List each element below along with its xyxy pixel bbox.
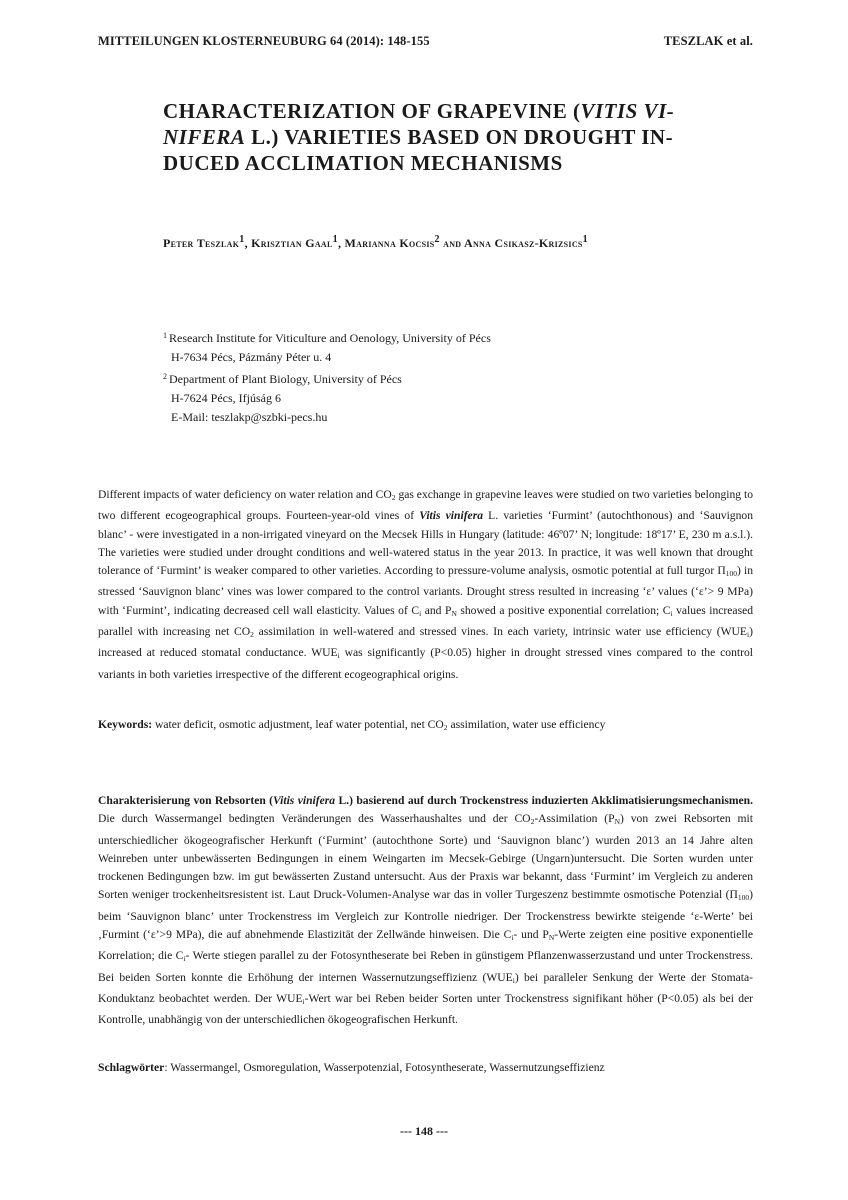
subscript: i [337, 651, 340, 661]
keywords-text: water deficit, osmotic adjustment, leaf water potential, net CO [152, 718, 444, 731]
title-part-2: L.) VARIETIES BASED ON DROUGHT IN-DUCED ACCLIMATION MECHANISMS [163, 125, 674, 175]
abstract-text: L. varieties ‘Furmint’ (autochthonous) and ‘Sauvignon blanc’ - were investigated in a non-irrigated vineyard on the Mecsek Hills in Hungary (latitude: 46º07’ N; longitude: 18º17’ E, 230 m a.s.l.). The varieties were studied under drought conditions and well-watered status in the year 2013. In practice, it was well known that drought tolerance of ‘Furmint’ is weaker compared to other varieties. According to pressure-volume analysis, osmotic potential at full turgor Π [98, 509, 753, 578]
author-4: and Anna Csikasz-Krizsics [439, 236, 583, 250]
subscript: i [183, 954, 186, 964]
affiliations [163, 326, 723, 427]
subscript: i [747, 630, 750, 640]
abstract-text: was significantly (P<0.05) higher in drought stressed vines compared to the control variants in both varieties irrespective of the different ecogeographical origins. [98, 646, 753, 681]
affiliation-1-marker: 1 [163, 331, 167, 340]
subscript: i [511, 933, 514, 943]
german-text: -Wert war bei Reben beider Sorten unter Trockenstress signifikant höher (P<0.05) als bei der Kontrolle, unabhängig von der unterschiedlichen ökogeografischen Herkunft. [98, 991, 753, 1027]
affiliation-2-text: Department of Plant Biology, University of Pécs [169, 372, 402, 386]
abstract-text: ) in stressed ‘Sauvignon blanc’ vines was lower compared to the control variants. Drought stress resulted in increasing ‘ε’ values (‘ε’> 9 MPa) with ‘Furmint’, indicating decreased cell wall elasticity. Values of C [98, 564, 753, 617]
affiliation-2-marker: 2 [163, 372, 167, 381]
subscript: 2 [250, 630, 254, 640]
subscript: 2 [443, 723, 448, 732]
affiliation-2-address: H-7624 Pécs, Ifjúság 6 [171, 391, 281, 405]
german-text: ) von zwei Rebsorten mit unterschiedlicher ökogeografischer Herkunft (‘Furmint’ (autochthone Sorte) und ‘Sauvignon blanc’) wurden 2013 an 14 Jahre alten Weinreben unter unbewässerten Bedingungen in einem Weingarten im Mecsek-Gebirge (Ungarn)untersucht. Die Sorten wurden unter trockenen Bedingungen bzw. im gut bewässerten Zustand untersucht. Aus der Praxis war bekannt, dass ‘Furmint’ im Vergleich zu anderen Sorten weniger trockenheitsresistent ist. Laut Druck-Volumen-Analyse war das in voller Turgeszenz bestimmte osmotische Potenzial (Π [98, 812, 754, 902]
subscript: 100 [725, 569, 737, 579]
subscript: i [302, 996, 305, 1006]
contact-email[interactable]: E-Mail: teszlakp@szbki-pecs.hu [171, 410, 328, 424]
species-name: Vitis vinifera [419, 509, 484, 523]
subscript: 2 [530, 817, 535, 827]
author-3: , Marianna Kocsis [337, 236, 435, 250]
subscript: 2 [391, 493, 396, 502]
abstract-text: values increased parallel with increasing net CO [98, 603, 754, 639]
author-3-affil: 2 [434, 234, 440, 245]
author-4-affil: 1 [582, 234, 588, 245]
title-part-1: CHARACTERIZATION OF GRAPEVINE ( [163, 99, 581, 123]
journal-citation: MITTEILUNGEN KLOSTERNEUBURG 64 (2014): 148-155 [98, 34, 430, 48]
page-number: --- 148 --- [400, 1124, 448, 1138]
abstract-text: ) increased at reduced stomatal conductance. WUE [98, 625, 753, 660]
abstract-text: gas exchange in grapevine leaves were studied on two varieties belonging to two different ecogeographical groups. Fourteen-year-old vines of [98, 488, 753, 523]
author-2-affil: 1 [332, 234, 338, 245]
subscript: 100 [737, 893, 750, 903]
author-1-affil: 1 [239, 234, 245, 245]
subscript: i [419, 608, 422, 618]
german-title: L.) basierend auf durch Trockenstress induzierten Akklimatisierungsmechanismen. [335, 794, 753, 807]
schlagwoerter-text: : Wassermangel, Osmoregulation, Wasserpotenzial, Fotosyntheserate, Wassernutzungseffizienz [164, 1061, 605, 1074]
abstract-text: showed a positive exponential correlation; C [456, 603, 671, 617]
affiliation-2-name [163, 367, 723, 389]
abstract-german [98, 792, 753, 1030]
subscript: i [512, 975, 515, 985]
german-text: -Assimilation (P [534, 812, 615, 826]
affiliation-1-text: Research Institute for Viticulture and Oenology, University of Pécs [169, 331, 491, 345]
german-title: Charakterisierung von Rebsorten ( [98, 794, 274, 807]
german-text: -Werte zeigten eine positive exponentielle Korrelation; die C [98, 928, 753, 963]
german-text: Die durch Wassermangel bedingten Veränderungen des Wasserhaushaltes und der CO [98, 812, 531, 826]
german-text: ) bei paralleler Senkung der Werte der Stomata-Konduktanz beobachtet werden. Der WUE [98, 970, 753, 1005]
author-2: , Krisztian Gaal [244, 236, 333, 250]
keywords [98, 716, 753, 737]
subscript: N [614, 817, 621, 827]
subscript: i [670, 608, 673, 618]
keywords-label: Keywords: [98, 718, 153, 731]
schlagwoerter [98, 1059, 753, 1077]
schlagwoerter-label: Schlagwörter [98, 1061, 165, 1074]
species-name: Vitis vinifera [273, 794, 336, 807]
title-species: VITIS VI-NIFERA [163, 99, 675, 149]
german-text: - Werte stiegen parallel zu der Fotosyntheserate bei Reben in günstigem Pflanzenwasserzustand und unter Trockenstress. Bei beiden Sorten konnte die Erhöhung der internen Wassernutzungseffizienz (WUE [98, 949, 753, 984]
running-author: TESZLAK et al. [663, 34, 753, 48]
keywords-text: assimilation, water use efficiency [447, 718, 606, 731]
german-text: ) beim ‘Sauvignon blanc’ unter Trockenstress im Vergleich zur Kontrolle niedriger. Der Trockenstress bewirkte steigende ‘ε-Werte’ bei ‚Furmint (‘ε’>9 MPa), die auf abnehmende Elastizität der Zellwände hinweisen. Die C [98, 888, 753, 942]
abstract-english [98, 486, 753, 684]
abstract-text: Different impacts of water deficiency on water relation and CO [98, 488, 392, 501]
affiliation-1-address: H-7634 Pécs, Pázmány Péter u. 4 [171, 350, 332, 364]
abstract-text: assimilation in well-watered and stressed vines. In each variety, intrinsic water use efficiency (WUE [253, 625, 748, 639]
article-title [163, 98, 723, 176]
subscript: N [548, 933, 555, 943]
author-1: Peter Teszlak [163, 236, 240, 250]
subscript: N [451, 608, 457, 618]
abstract-text: and P [421, 603, 452, 617]
german-text: - und P [513, 928, 549, 942]
running-header [98, 34, 753, 49]
author-list [163, 234, 763, 251]
affiliation-1-name [163, 326, 723, 348]
